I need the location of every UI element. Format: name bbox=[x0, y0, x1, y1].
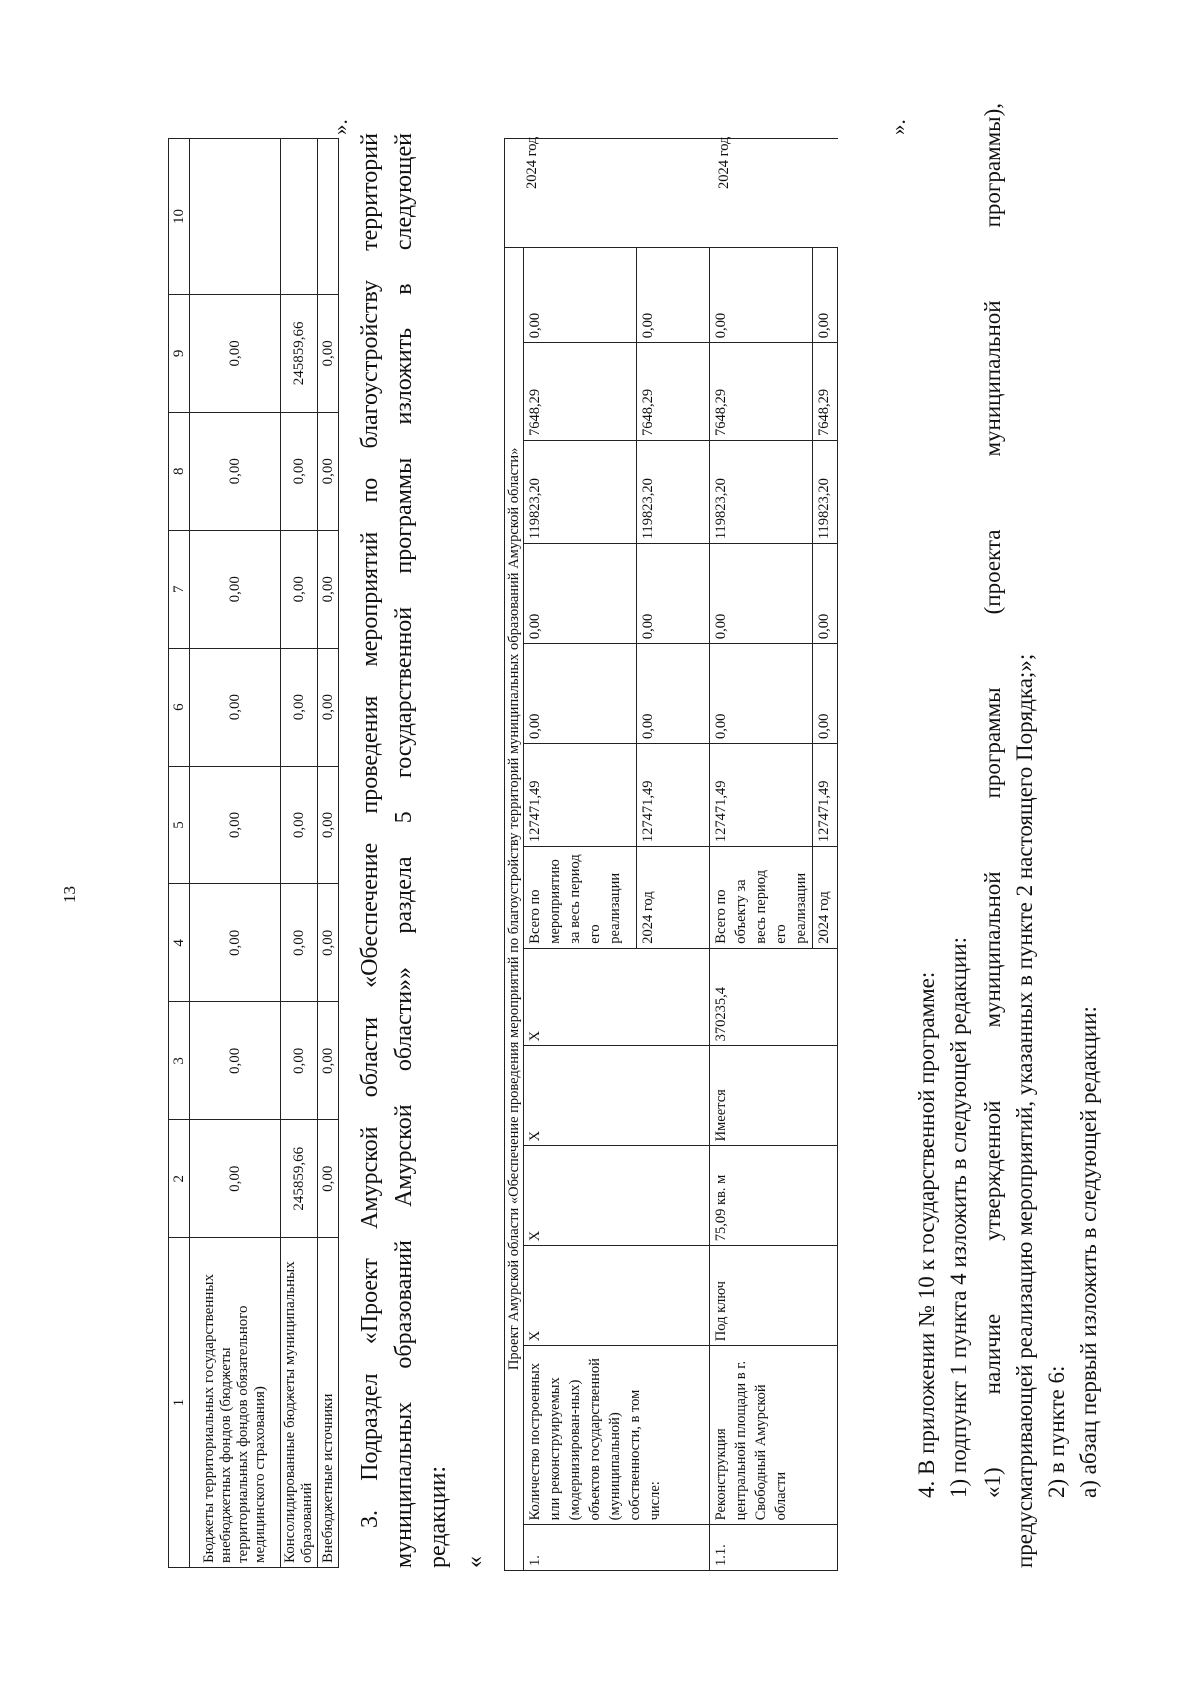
amount-cell: 0,00 bbox=[710, 644, 813, 744]
opening-quote: « bbox=[462, 1556, 488, 1568]
section-4-title: 4. В приложении № 10 к государственной программе: bbox=[914, 971, 939, 1498]
year-cell: 2024 год bbox=[716, 136, 732, 189]
cell-value: Х bbox=[524, 1146, 710, 1246]
header-cell: 9 bbox=[169, 294, 190, 412]
cell-value: 370235,4 bbox=[710, 948, 838, 1046]
value-cell: 0,00 bbox=[190, 412, 281, 530]
value-cell bbox=[318, 139, 339, 295]
value-cell: 0,00 bbox=[318, 412, 339, 530]
section-4-item-2: 2) в пункте 6: bbox=[1044, 1365, 1069, 1498]
value-cell: 245859,66 bbox=[281, 294, 318, 412]
amount-cell: 0,00 bbox=[524, 247, 637, 343]
header-cell: 4 bbox=[169, 884, 190, 1002]
value-cell: 0,00 bbox=[281, 766, 318, 884]
section-4-quote-line-2: предусматривающей реализацию мероприятий, указанных в пункте 2 настоящего Порядка;»; bbox=[1012, 653, 1037, 1568]
section-4-item-1: 1) подпункт 1 пункта 4 изложить в следующей редакции: bbox=[946, 937, 971, 1498]
amount-cell: 7648,29 bbox=[813, 343, 838, 441]
amount-cell: 0,00 bbox=[524, 644, 637, 744]
period-cell: Всего по мероприятию за весь период его реализации bbox=[524, 847, 637, 949]
header-cell: 2 bbox=[169, 1120, 190, 1238]
value-cell bbox=[190, 139, 281, 295]
closing-quote: ». bbox=[328, 119, 352, 135]
section-4-item-2a: а) абзац первый изложить в следующей редакции: bbox=[1076, 1006, 1101, 1498]
value-cell: 0,00 bbox=[318, 766, 339, 884]
indicator-name: Количество построенных или реконструируемых (модернизирован-ных) объектов государственной (муниципальной) собственности, в том числе: bbox=[524, 1346, 710, 1525]
value-cell: 245859,66 bbox=[281, 1120, 318, 1238]
source-name: Внебюджетные источники bbox=[318, 1238, 339, 1568]
section-3-line-2: муниципальных образований Амурской области»» раздела 5 государственной программы изложить в следующей bbox=[391, 133, 417, 1568]
amount-cell: 0,00 bbox=[637, 247, 710, 343]
amount-cell: 0,00 bbox=[710, 247, 813, 343]
period-cell: 2024 год bbox=[813, 847, 838, 949]
header-cell: 5 bbox=[169, 766, 190, 884]
amount-cell: 119823,20 bbox=[710, 440, 813, 543]
table-row bbox=[190, 139, 281, 1568]
value-cell: 0,00 bbox=[190, 648, 281, 766]
value-cell: 0,00 bbox=[281, 884, 318, 1002]
value-cell: 0,00 bbox=[318, 1002, 339, 1120]
value-cell: 0,00 bbox=[281, 648, 318, 766]
header-cell: 8 bbox=[169, 412, 190, 530]
closing-quote: ». bbox=[886, 119, 910, 135]
table-row bbox=[281, 139, 318, 1568]
amount-cell: 0,00 bbox=[813, 544, 838, 644]
value-cell: 0,00 bbox=[190, 530, 281, 648]
amount-cell: 119823,20 bbox=[524, 440, 637, 543]
section-3-line-1: 3. Подраздел «Проект Амурской области «Обеспечение проведения мероприятий по благоустройству территорий bbox=[357, 133, 383, 1528]
value-cell: 0,00 bbox=[190, 1002, 281, 1120]
header-cell: 1 bbox=[169, 1238, 190, 1568]
value-cell: 0,00 bbox=[318, 648, 339, 766]
amount-cell: 7648,29 bbox=[637, 343, 710, 441]
funding-sources-table bbox=[168, 138, 339, 1568]
table-row bbox=[524, 139, 637, 1571]
indicator-name: Реконструкция центральной площади в г. Свободный Амурской области bbox=[710, 1346, 838, 1525]
amount-cell: 127471,49 bbox=[524, 744, 637, 847]
cell-value: Имеется bbox=[710, 1046, 838, 1146]
header-cell: 6 bbox=[169, 648, 190, 766]
amount-cell: 119823,20 bbox=[813, 440, 838, 543]
page-number: 13 bbox=[60, 886, 79, 903]
header-cell: 3 bbox=[169, 1002, 190, 1120]
value-cell: 0,00 bbox=[190, 766, 281, 884]
table-row bbox=[318, 139, 339, 1568]
amount-cell: 127471,49 bbox=[637, 744, 710, 847]
amount-cell: 0,00 bbox=[524, 544, 637, 644]
amount-cell: 7648,29 bbox=[524, 343, 637, 441]
value-cell: 0,00 bbox=[190, 884, 281, 1002]
value-cell bbox=[281, 139, 318, 295]
spacer-cell bbox=[505, 136, 838, 248]
header-cell: 10 bbox=[169, 139, 190, 295]
cell-value: 75,09 кв. м bbox=[710, 1146, 838, 1246]
project-table bbox=[504, 138, 838, 1571]
period-cell: 2024 год bbox=[637, 847, 710, 949]
value-cell: 0,00 bbox=[318, 294, 339, 412]
value-cell: 0,00 bbox=[190, 294, 281, 412]
amount-cell: 127471,49 bbox=[813, 744, 838, 847]
value-cell: 0,00 bbox=[318, 884, 339, 1002]
year-cell: 2024 год bbox=[524, 136, 540, 189]
amount-cell: 0,00 bbox=[637, 544, 710, 644]
amount-cell: 127471,49 bbox=[710, 744, 813, 847]
amount-cell: 0,00 bbox=[710, 544, 813, 644]
table-header-row bbox=[169, 139, 190, 1568]
cell-value: Х bbox=[524, 1246, 710, 1346]
amount-cell: 7648,29 bbox=[710, 343, 813, 441]
amount-cell: 0,00 bbox=[813, 644, 838, 744]
value-cell: 0,00 bbox=[281, 530, 318, 648]
value-cell: 0,00 bbox=[318, 530, 339, 648]
source-name: Бюджеты территориальных государственных внебюджетных фондов (бюджеты территориальных фондов обязательного медицинского страхования) bbox=[190, 1238, 281, 1568]
cell-value: Под ключ bbox=[710, 1246, 838, 1346]
cell-value: Х bbox=[524, 1046, 710, 1146]
value-cell: 0,00 bbox=[281, 1002, 318, 1120]
period-cell: Всего по объекту за весь период его реализации bbox=[710, 847, 813, 949]
row-number: 1.1. bbox=[710, 1525, 838, 1571]
section-3-line-3: редакции: bbox=[425, 1465, 451, 1568]
header-cell: 7 bbox=[169, 530, 190, 648]
value-cell: 0,00 bbox=[281, 412, 318, 530]
table-caption: Проект Амурской области «Обеспечение проведения мероприятий по благоустройству территорий муниципальных образований Амурской области» bbox=[505, 247, 524, 1570]
amount-cell: 119823,20 bbox=[637, 440, 710, 543]
row-number: 1. bbox=[524, 1525, 710, 1571]
section-4-quote-line-1: «1) наличие утвержденной муниципальной программы (проекта муниципальной программы), bbox=[980, 103, 1005, 1498]
amount-cell: 0,00 bbox=[637, 644, 710, 744]
value-cell: 0,00 bbox=[318, 1120, 339, 1238]
table-row bbox=[710, 139, 813, 1571]
source-name: Консолидированные бюджеты муниципальных образований bbox=[281, 1238, 318, 1568]
cell-value: Х bbox=[524, 948, 710, 1046]
value-cell: 0,00 bbox=[190, 1120, 281, 1238]
amount-cell: 0,00 bbox=[813, 247, 838, 343]
